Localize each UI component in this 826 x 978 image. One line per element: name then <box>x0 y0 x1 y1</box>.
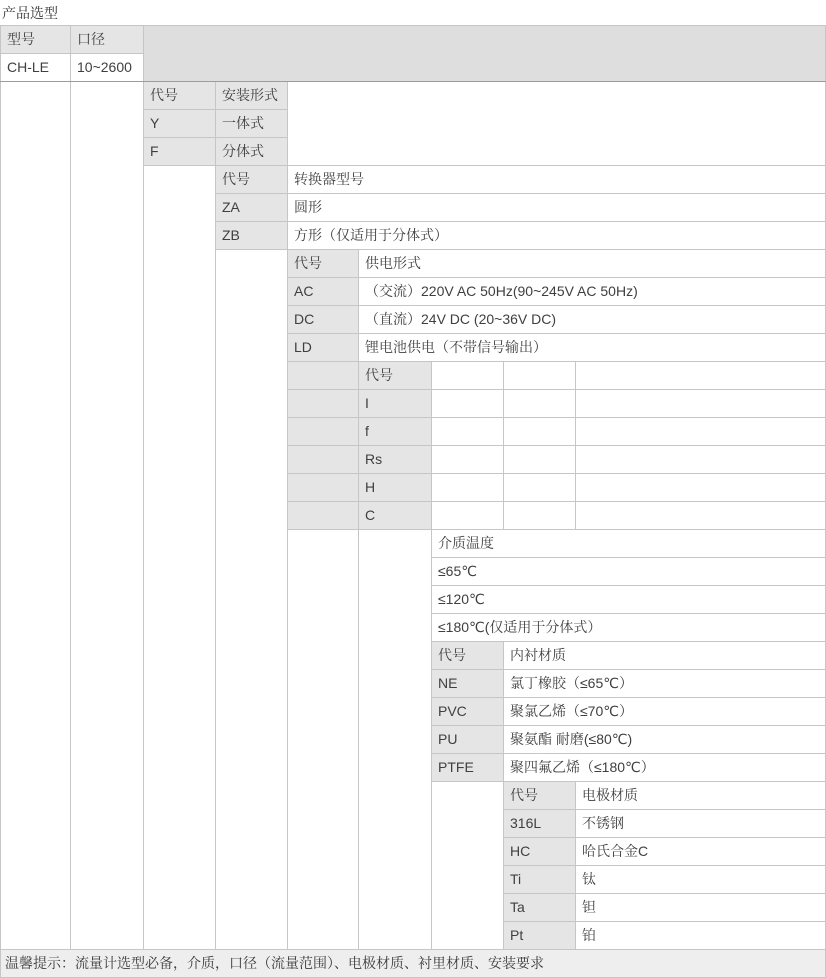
lining-code-cell: PU <box>432 726 504 754</box>
power-code-cell: DC <box>288 306 359 334</box>
install-label-header-cell: 安装形式 <box>216 82 288 110</box>
power-code-cell: AC <box>288 278 359 306</box>
electrode-label-cell: 钽 <box>576 894 826 922</box>
power-label-cell: （直流）24V DC (20~36V DC) <box>359 306 826 334</box>
spacer-cell <box>359 530 432 950</box>
model-value-cell: CH-LE <box>1 54 71 82</box>
output-empty-cell <box>432 390 504 418</box>
converter-label-header-cell: 转换器型号 <box>288 166 826 194</box>
spacer-cell <box>1 82 71 950</box>
power-label-cell: 锂电池供电（不带信号输出） <box>359 334 826 362</box>
spacer-cell <box>288 390 359 418</box>
output-empty-cell <box>504 362 576 390</box>
output-code-cell: f <box>359 418 432 446</box>
output-code-cell: I <box>359 390 432 418</box>
lining-label-cell: 聚氯乙烯（≤70℃） <box>504 698 826 726</box>
lining-label-cell: 聚氨酯 耐磨(≤80℃) <box>504 726 826 754</box>
output-empty-cell <box>576 418 826 446</box>
output-empty-cell <box>504 390 576 418</box>
output-empty-cell <box>576 502 826 530</box>
electrode-code-cell: Pt <box>504 922 576 950</box>
electrode-code-cell: Ti <box>504 866 576 894</box>
temperature-value-cell: ≤65℃ <box>432 558 826 586</box>
temperature-header-cell: 介质温度 <box>432 530 826 558</box>
lining-label-cell: 聚四氟乙烯（≤180℃） <box>504 754 826 782</box>
lining-code-cell: PVC <box>432 698 504 726</box>
output-code-cell: Rs <box>359 446 432 474</box>
spacer-cell <box>71 82 144 950</box>
power-code-header-cell: 代号 <box>288 250 359 278</box>
install-code-cell: Y <box>144 110 216 138</box>
electrode-code-header-cell: 代号 <box>504 782 576 810</box>
spacer-cell <box>432 782 504 950</box>
spacer-cell <box>288 82 826 166</box>
power-code-cell: LD <box>288 334 359 362</box>
spacer-cell <box>144 166 216 950</box>
output-empty-cell <box>432 418 504 446</box>
power-label-header-cell: 供电形式 <box>359 250 826 278</box>
converter-code-header-cell: 代号 <box>216 166 288 194</box>
power-label-cell: （交流）220V AC 50Hz(90~245V AC 50Hz) <box>359 278 826 306</box>
install-label-cell: 一体式 <box>216 110 288 138</box>
output-empty-cell <box>576 362 826 390</box>
electrode-label-cell: 哈氏合金C <box>576 838 826 866</box>
temperature-value-cell: ≤180℃(仅适用于分体式） <box>432 614 826 642</box>
spacer-cell <box>288 530 359 950</box>
output-empty-cell <box>576 390 826 418</box>
converter-code-cell: ZA <box>216 194 288 222</box>
output-empty-cell <box>432 362 504 390</box>
converter-label-cell: 方形（仅适用于分体式） <box>288 222 826 250</box>
lining-code-cell: NE <box>432 670 504 698</box>
install-code-cell: F <box>144 138 216 166</box>
output-empty-cell <box>432 502 504 530</box>
electrode-label-cell: 铂 <box>576 922 826 950</box>
page-title: 产品选型 <box>2 5 58 21</box>
install-label-cell: 分体式 <box>216 138 288 166</box>
model-header-cell: 型号 <box>1 26 71 54</box>
lining-label-cell: 氯丁橡胶（≤65℃） <box>504 670 826 698</box>
output-empty-cell <box>432 446 504 474</box>
selection-note: 温馨提示：流量计选型必备，介质，口径（流量范围）、电极材质、衬里材质、安装要求 <box>1 950 826 978</box>
install-code-header-cell: 代号 <box>144 82 216 110</box>
output-code-cell: C <box>359 502 432 530</box>
output-empty-cell <box>576 446 826 474</box>
converter-label-cell: 圆形 <box>288 194 826 222</box>
electrode-code-cell: 316L <box>504 810 576 838</box>
output-empty-cell <box>432 474 504 502</box>
output-empty-cell <box>576 474 826 502</box>
spacer-cell <box>288 446 359 474</box>
output-empty-cell <box>504 474 576 502</box>
output-empty-cell <box>504 446 576 474</box>
output-empty-cell <box>504 502 576 530</box>
output-code-header-cell: 代号 <box>359 362 432 390</box>
electrode-code-cell: HC <box>504 838 576 866</box>
lining-code-header-cell: 代号 <box>432 642 504 670</box>
spacer-cell <box>216 250 288 950</box>
output-empty-cell <box>504 418 576 446</box>
electrode-label-cell: 钛 <box>576 866 826 894</box>
lining-code-cell: PTFE <box>432 754 504 782</box>
electrode-label-cell: 不锈钢 <box>576 810 826 838</box>
temperature-value-cell: ≤120℃ <box>432 586 826 614</box>
spacer-cell <box>288 362 359 390</box>
electrode-code-cell: Ta <box>504 894 576 922</box>
output-code-cell: H <box>359 474 432 502</box>
spacer-cell <box>288 474 359 502</box>
product-selection-table <box>0 25 826 978</box>
top-band-spacer-cell <box>144 26 826 82</box>
electrode-label-header-cell: 电极材质 <box>576 782 826 810</box>
spacer-cell <box>288 502 359 530</box>
diameter-value-cell: 10~2600 <box>71 54 144 82</box>
lining-label-header-cell: 内衬材质 <box>504 642 826 670</box>
converter-code-cell: ZB <box>216 222 288 250</box>
spacer-cell <box>288 418 359 446</box>
diameter-header-cell: 口径 <box>71 26 144 54</box>
